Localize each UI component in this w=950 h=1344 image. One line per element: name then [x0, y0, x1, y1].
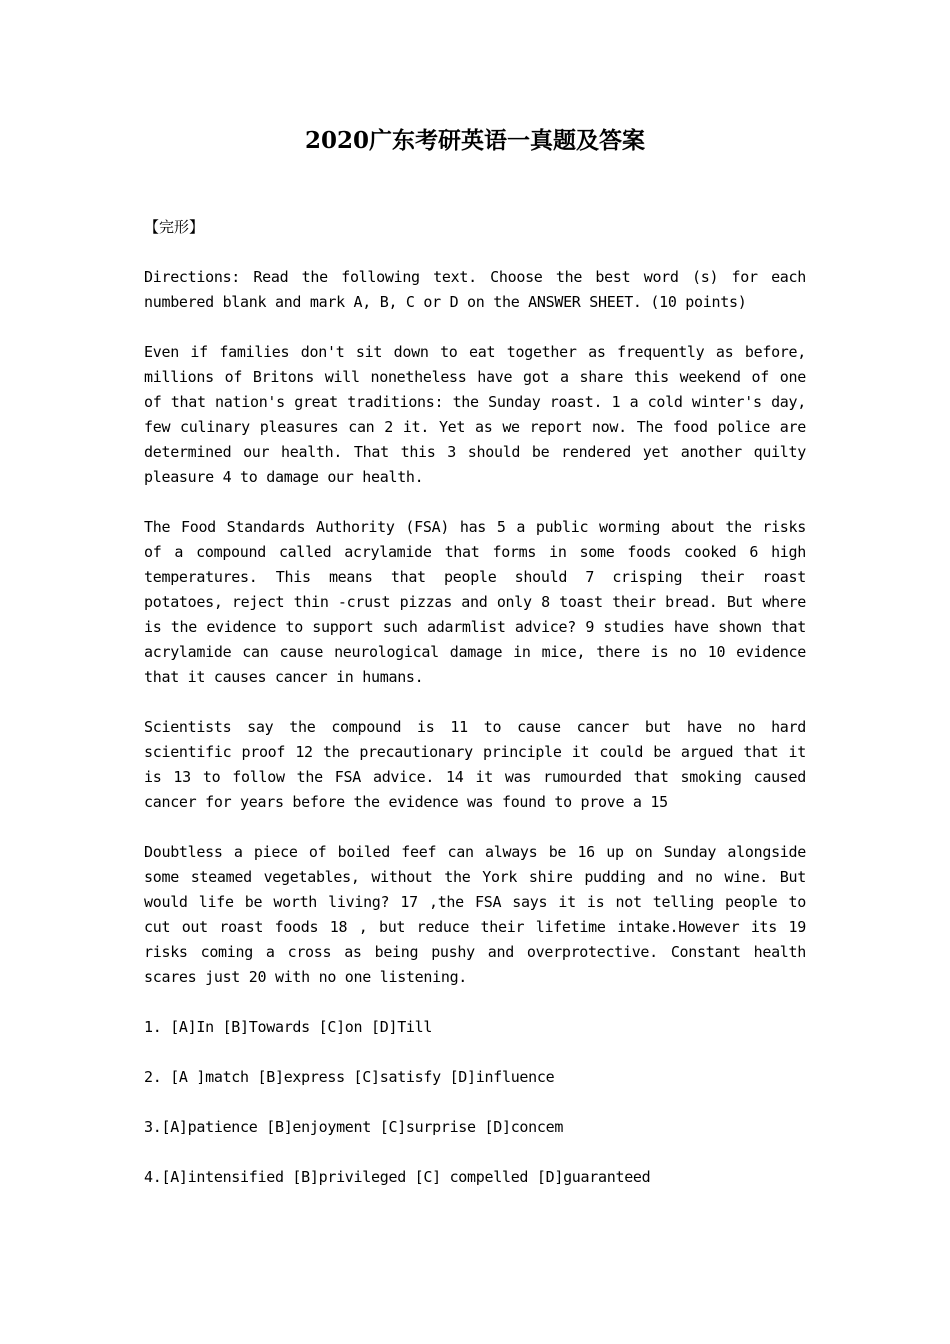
document-body [144, 215, 806, 1215]
document-title: 2020广东考研英语一真题及答案 [304, 127, 645, 154]
question-option-2: 2. [A ]match [B]express [C]satisfy [D]influence [144, 1068, 555, 1086]
passage-paragraph-1: Even if families don't sit down to eat together as frequently as before, millions of Britons will nonetheless have got a share this weekend of one of that nation's great traditions: the Sunday roast. 1 a cold winter's day, few culinary pleasures can 2 it. Yet as we report now. The food police are determined our health. That this 3 should be rendered yet another quilty pleasure 4 to damage our health. [144, 343, 806, 486]
passage-paragraph-3: Scientists say the compound is 11 to cause cancer but have no hard scientific proof 12 the precautionary principle it could be argued that it is 13 to follow the FSA advice. 14 it was rumourded that smoking caused cancer for years before the evidence was found to prove a 15 [144, 718, 806, 811]
question-option-4: 4.[A]intensified [B]privileged [C] compelled [D]guaranteed [144, 1168, 651, 1186]
passage-paragraph-2: The Food Standards Authority (FSA) has 5 a public worming about the risks of a compound called acrylamide that forms in some foods cooked 6 high temperatures. This means that people should 7 crisping their roast potatoes, reject thin -crust pizzas and only 8 toast their bread. But where is the evidence to support such adarmlist advice? 9 studies have shown that acrylamide can cause neurological damage in mice, there is no 10 evidence that it causes cancer in humans. [144, 518, 806, 686]
passage-paragraph-4: Doubtless a piece of boiled feef can always be 16 up on Sunday alongside some steamed vegetables, without the York shire pudding and no wine. But would life be worth living? 17 ,the FSA says it is not telling people to cut out roast foods 18 , but reduce their lifetime intake.However its 19 risks coming a cross as being pushy and overprotective. Constant health scares just 20 with no one listening. [144, 843, 806, 986]
question-option-3: 3.[A]patience [B]enjoyment [C]surprise [D]concem [144, 1118, 564, 1136]
section-label: 【完形】 [144, 218, 205, 236]
directions-paragraph: Directions: Read the following text. Choose the best word (s) for each numbered blank and mark A, B, C or D on the ANSWER SHEET. (10 points) [144, 268, 806, 311]
question-option-1: 1. [A]In [B]Towards [C]on [D]Till [144, 1018, 433, 1036]
